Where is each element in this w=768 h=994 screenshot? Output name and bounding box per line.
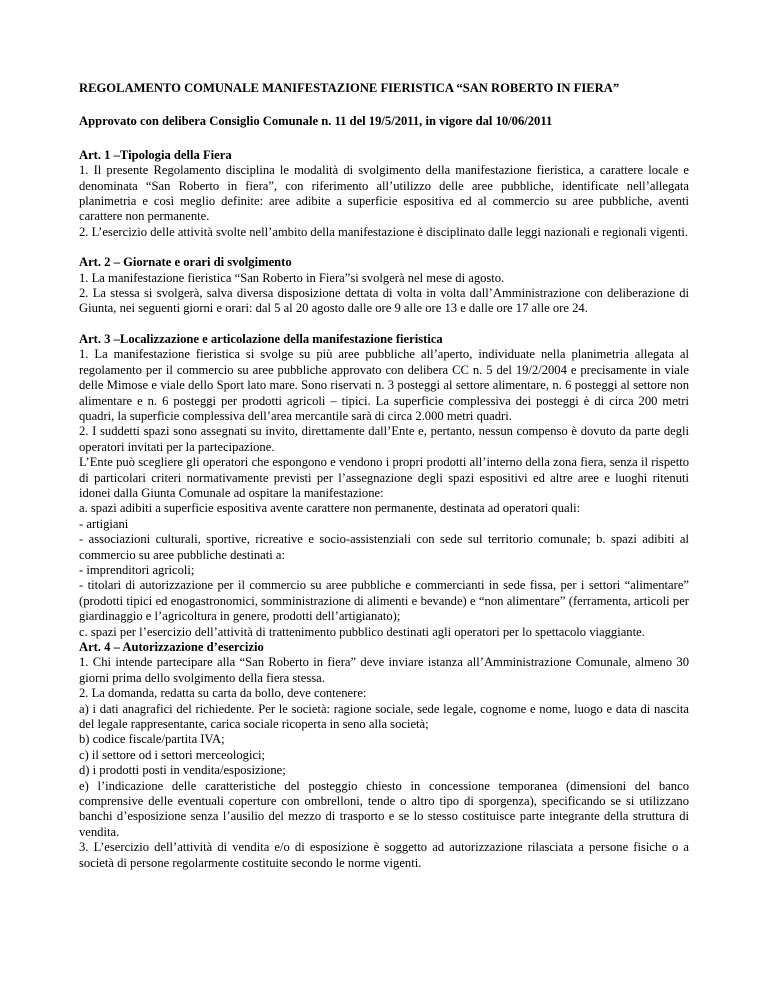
paragraph: 2. La stessa si svolgerà, salva diversa disposizione dettata di volta in volta dall’Amministrazione con deliberazione di Giunta, nei seguenti giorni e orari: dal 5 al 20 agosto dalle ore 9 alle ore 13 e dalle ore 17 alle ore 24. bbox=[79, 286, 689, 316]
paragraph: 3. L’esercizio dell’attività di vendita e/o di esposizione è soggetto ad autorizzazione rilasciata a persone fisiche o a società di persone regolarmente costituite secondo le norme vigenti. bbox=[79, 840, 689, 870]
list-item: c. spazi per l’esercizio dell’attività di trattenimento pubblico destinati agli operatori per lo spettacolo viaggiante. bbox=[79, 624, 645, 639]
list-item: a) i dati anagrafici del richiedente. Per le società: ragione sociale, sede legale, cognome e nome, luogo e data di nascita del legale rappresentante, carica sociale ricoperta in seno alla società; bbox=[79, 701, 689, 732]
paragraph: 1. La manifestazione fieristica “San Roberto in Fiera”si svolgerà nel mese di agosto. bbox=[79, 270, 505, 285]
list-item: c) il settore od i settori merceologici; bbox=[79, 747, 266, 762]
list-item: - titolari di autorizzazione per il commercio su aree pubbliche e commercianti in sede fissa, per i settori “alimentare” (prodotti tipici ed enogastronomici, somministrazione di alimenti e bevande) e “non alimentare” (ferramenta, articoli per giardinaggio e l’agricoltura in genere, prodotti dell’artigianato); bbox=[79, 578, 689, 624]
paragraph: 2. I suddetti spazi sono assegnati su invito, direttamente dall’Ente e, pertanto, nessun compenso è dovuto da parte degli operatori invitati per la partecipazione. bbox=[79, 424, 689, 454]
article-1 bbox=[79, 148, 689, 240]
list-item: - associazioni culturali, sportive, ricreative e socio-assistenziali con sede sul territorio comunale; b. spazi adibiti al commercio su aree pubbliche destinati a: bbox=[79, 532, 689, 562]
paragraph: 2. La domanda, redatta su carta da bollo, deve contenere: bbox=[79, 686, 367, 701]
article-2 bbox=[79, 255, 689, 317]
article-heading: Art. 4 – Autorizzazione d’esercizio bbox=[79, 640, 264, 654]
list-item: d) i prodotti posti in vendita/esposizione; bbox=[79, 763, 286, 778]
article-heading: Art. 2 – Giornate e orari di svolgimento bbox=[79, 255, 292, 270]
document-title: REGOLAMENTO COMUNALE MANIFESTAZIONE FIERISTICA “SAN ROBERTO IN FIERA” bbox=[79, 81, 620, 95]
list-item: e) l’indicazione delle caratteristiche del posteggio chiesto in concessione temporanea (dimensioni del banco comprensive delle eventuali coperture con ombrelloni, tende o altro tipo di sporgenza), specificando se si utilizzano banchi d’esposizione senza l’ausilio del mezzo di trasporto e se lo stesso costituisce parte integrante della struttura di vendita. bbox=[79, 778, 689, 839]
document-page bbox=[79, 81, 689, 871]
approval-note: Approvato con delibera Consiglio Comunale n. 11 del 19/5/2011, in vigore dal 10/06/2011 bbox=[79, 114, 553, 129]
article-heading: Art. 3 –Localizzazione e articolazione della manifestazione fieristica bbox=[79, 331, 443, 346]
paragraph: 1. La manifestazione fieristica si svolge su più aree pubbliche all’aperto, individuate nella planimetria allegata al regolamento per il commercio su aree pubbliche approvato con delibera CC n. 5 del 19/2/2004 e precisamente in viale delle Mimose e viale dello Sport lato mare. Sono riservati n. 3 posteggi al settore alimentare, n. 6 posteggi al settore non alimentare e n. 6 posteggi per prodotti agricoli – tipici. La superficie complessiva dei posteggi è di circa 200 metri quadri, la superficie complessiva dell’area mercantile sarà di circa 2.000 metri quadri. bbox=[79, 347, 689, 423]
article-3 bbox=[79, 332, 689, 640]
list-item: - artigiani bbox=[79, 516, 129, 531]
paragraph: 2. L’esercizio delle attività svolte nell’ambito della manifestazione è disciplinato dalle leggi nazionali e regionali vigenti. bbox=[79, 224, 689, 239]
list-item: - imprenditori agricoli; bbox=[79, 562, 195, 577]
article-heading: Art. 1 –Tipologia della Fiera bbox=[79, 147, 232, 162]
paragraph: L’Ente può scegliere gli operatori che espongono e vendono i propri prodotti all’interno della zona fiera, senza il rispetto di particolari criteri normativamente previsti per l’assegnazione degli spazi espositivi ed altre aree e luoghi ritenuti idonei dalla Giunta Comunale ad ospitare la manifestazione: bbox=[79, 455, 689, 500]
article-4 bbox=[79, 640, 689, 871]
paragraph: 1. Chi intende partecipare alla “San Roberto in fiera” deve inviare istanza all’Amministrazione Comunale, almeno 30 giorni prima dello svolgimento della fiera stessa. bbox=[79, 655, 689, 685]
list-item: a. spazi adibiti a superficie espositiva avente carattere non permanente, destinata ad operatori quali: bbox=[79, 501, 581, 516]
list-item: b) codice fiscale/partita IVA; bbox=[79, 732, 225, 747]
paragraph: 1. Il presente Regolamento disciplina le modalità di svolgimento della manifestazione fieristica, a carattere locale e denominata “San Roberto in fiera”, con riferimento all’utilizzo delle aree pubbliche, identificate nell’allegata planimetria e così meglio definite: aree adibite a superficie espositiva ed al commercio su aree pubbliche, aventi carattere non permanente. bbox=[79, 163, 689, 224]
